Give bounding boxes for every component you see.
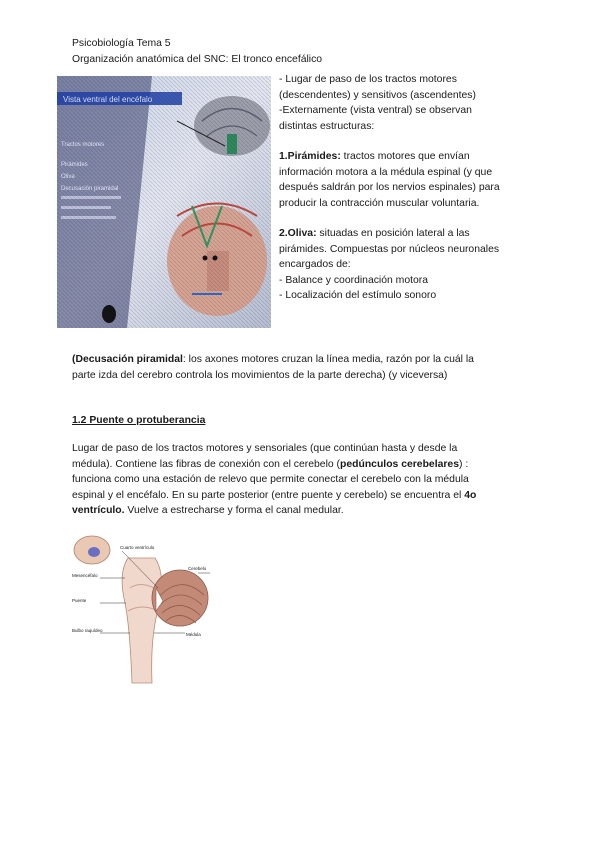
decusacion-paragraph (72, 352, 592, 383)
oliva-term: 2.Oliva: (279, 228, 317, 239)
brainstem-sagittal-figure (70, 533, 218, 685)
fig2-label-right-2: Cerebelo (188, 566, 207, 571)
document-subject: Psicobiología Tema 5 (72, 38, 171, 49)
text-line: después saldrán por los nervios espinales) para (279, 182, 500, 193)
text-line: funciona como una estación de relevo que permite conectar el cerebelo con la médula (72, 474, 469, 485)
brainstem-slide-illustration (57, 76, 271, 328)
puente-paragraph (72, 441, 597, 519)
fig2-label-right-3: Médula (186, 632, 201, 637)
text-line: encargados de: (279, 259, 351, 270)
fig2-label-left-3: Bulbo raquídeo (72, 628, 103, 633)
list-item: - Balance y coordinación motora (279, 274, 429, 286)
text-line: (descendentes) y sensitivos (ascendentes) (279, 89, 476, 101)
piramides-term: 1.Pirámides: (279, 151, 341, 162)
fig2-label-left-1: Mesencéfalo (72, 573, 98, 578)
section-heading: 1.2 Puente o protuberancia (72, 415, 206, 426)
text-line: pirámides. Compuestas por núcleos neuronales (279, 243, 500, 255)
fig2-label-left-2: Puente (72, 598, 87, 603)
text-line: espinal y el encéfalo. En su parte posterior (entre puente y cerebelo) se encuentra el 4o (72, 489, 477, 501)
brainstem-sagittal-illustration (70, 533, 218, 685)
text-span: situadas en posición lateral a las (316, 228, 470, 239)
text-line: distintas estructuras: (279, 120, 375, 132)
cuarto-term: 4o (464, 489, 477, 501)
slide-photo-figure (57, 76, 271, 328)
text-line: producir la contracción muscular voluntaria. (279, 197, 480, 209)
text-line: Lugar de paso de los tractos motores y sensoriales (que continúan hasta y desde la (72, 443, 458, 454)
fig2-label-right-1: Cuarto ventrículo (120, 545, 155, 550)
text-line: médula). Contiene las fibras de conexión con el cerebelo (pedúnculos cerebelares) : (72, 458, 469, 470)
text-line: ventrículo. Vuelve a estrecharse y forma el canal medular. (72, 505, 344, 516)
text-line: -Externamente (vista ventral) se observan (279, 105, 472, 116)
oliva-paragraph (279, 226, 589, 242)
list-item: - Localización del estímulo sonoro (279, 290, 437, 301)
text-span: tractos motores que envían (340, 151, 470, 162)
text-line: - Lugar de paso de los tractos motores (279, 74, 457, 85)
decusacion-term: (Decusación piramidal (72, 354, 183, 365)
text-line: información motora a la médula espinal (y que (279, 166, 493, 178)
piramides-paragraph (279, 149, 589, 165)
text-span: : los axones motores cruzan la línea media, razón por la cuál la (182, 354, 474, 365)
ventriculo-term: ventrículo. (72, 505, 125, 516)
pedunculos-term: pedúnculos cerebelares (340, 458, 459, 470)
document-chapter: Organización anatómica del SNC: El tronco encefálico (72, 54, 323, 65)
right-column-text (279, 72, 589, 304)
text-line: parte izda del cerebro controla los movimientos de la parte derecha) (y viceversa) (72, 369, 448, 381)
